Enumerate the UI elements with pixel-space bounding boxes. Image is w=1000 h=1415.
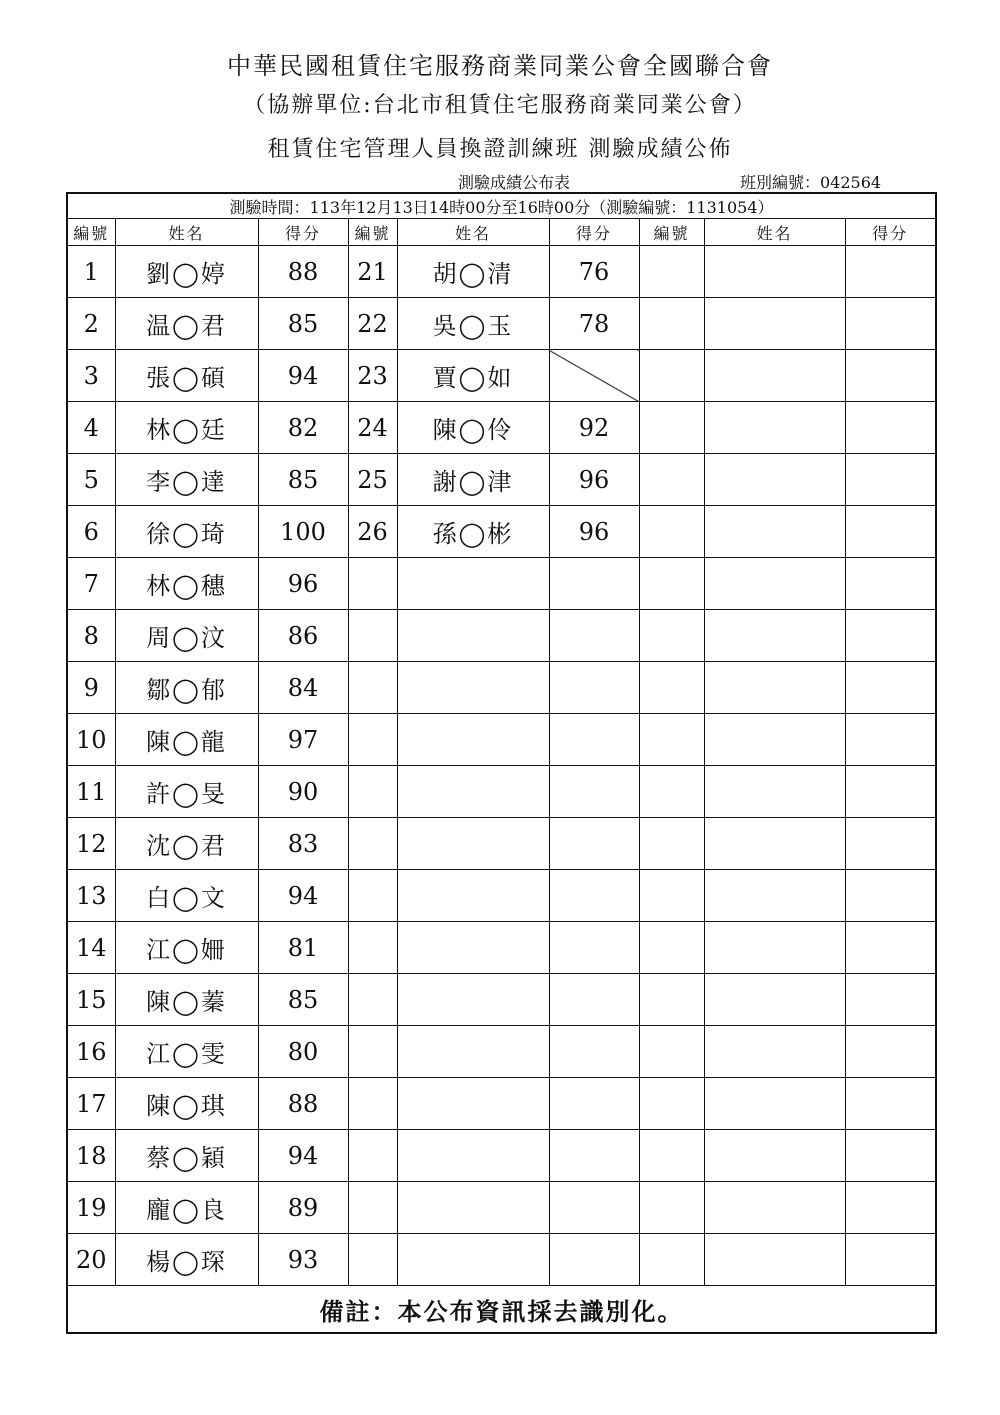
name-cell [704,714,845,766]
score-cell: 94 [258,1130,348,1182]
table-row [67,1026,936,1078]
score-cell [845,454,936,506]
name-cell: 賈◯如 [397,350,549,402]
number-cell: 2 [67,298,115,350]
score-cell [845,870,936,922]
name-cell [397,714,549,766]
score-cell: 83 [258,818,348,870]
number-cell: 21 [348,246,397,298]
score-cell [845,922,936,974]
number-cell [639,350,704,402]
number-cell: 18 [67,1130,115,1182]
table-row [67,506,936,558]
header-name: 姓名 [397,219,549,246]
score-cell: 88 [258,1078,348,1130]
number-cell [348,662,397,714]
number-cell [348,818,397,870]
score-cell [549,714,639,766]
number-cell [348,1234,397,1286]
header-score: 得分 [549,219,639,246]
score-cell [549,350,639,402]
score-cell [549,558,639,610]
number-cell [348,922,397,974]
number-cell [639,610,704,662]
name-cell [704,1078,845,1130]
number-cell: 19 [67,1182,115,1234]
number-cell [348,766,397,818]
name-cell [704,1234,845,1286]
name-cell: 鄒◯郁 [115,662,258,714]
table-row [67,870,936,922]
number-cell [348,870,397,922]
name-cell [704,246,845,298]
number-cell: 17 [67,1078,115,1130]
number-cell: 5 [67,454,115,506]
score-cell: 80 [258,1026,348,1078]
table-row [67,974,936,1026]
name-cell [704,402,845,454]
number-cell [639,1130,704,1182]
number-cell [639,870,704,922]
name-cell [704,870,845,922]
name-cell [397,870,549,922]
number-cell: 14 [67,922,115,974]
table-row [67,298,936,350]
name-cell: 蔡◯穎 [115,1130,258,1182]
header-name: 姓名 [704,219,845,246]
score-cell: 82 [258,402,348,454]
number-cell: 8 [67,610,115,662]
score-cell: 96 [549,454,639,506]
number-cell [639,1078,704,1130]
name-cell: 吳◯玉 [397,298,549,350]
name-cell [704,1182,845,1234]
table-row [67,1182,936,1234]
score-cell: 93 [258,1234,348,1286]
score-cell: 85 [258,298,348,350]
name-cell [397,1182,549,1234]
number-cell: 6 [67,506,115,558]
number-cell: 12 [67,818,115,870]
number-cell [348,1182,397,1234]
name-cell [704,506,845,558]
score-cell: 94 [258,870,348,922]
score-cell [845,350,936,402]
score-cell [549,766,639,818]
score-cell [845,402,936,454]
table-row [67,610,936,662]
header-number: 編號 [67,219,115,246]
table-row [67,922,936,974]
name-cell: 謝◯津 [397,454,549,506]
name-cell: 陳◯龍 [115,714,258,766]
score-cell: 96 [258,558,348,610]
class-number: 班別編號：042564 [740,173,882,192]
number-cell: 22 [348,298,397,350]
number-cell: 15 [67,974,115,1026]
number-cell [639,558,704,610]
score-cell [845,1078,936,1130]
name-cell [704,298,845,350]
number-cell [348,558,397,610]
name-cell: 陳◯蓁 [115,974,258,1026]
name-cell [704,974,845,1026]
number-cell [348,974,397,1026]
name-cell: 楊◯琛 [115,1234,258,1286]
number-cell [639,1182,704,1234]
name-cell [704,766,845,818]
number-cell: 11 [67,766,115,818]
score-cell [549,1026,639,1078]
score-cell [549,818,639,870]
name-cell: 白◯文 [115,870,258,922]
score-cell [845,818,936,870]
table-row [67,766,936,818]
score-cell [845,246,936,298]
table-row [67,818,936,870]
score-cell: 97 [258,714,348,766]
number-cell: 26 [348,506,397,558]
name-cell [704,558,845,610]
number-cell: 9 [67,662,115,714]
name-cell: 張◯碩 [115,350,258,402]
header-number: 編號 [639,219,704,246]
name-cell [397,1078,549,1130]
name-cell [397,1130,549,1182]
name-cell [704,662,845,714]
number-cell: 20 [67,1234,115,1286]
name-cell [397,766,549,818]
name-cell: 陳◯伶 [397,402,549,454]
number-cell [639,922,704,974]
name-cell: 陳◯琪 [115,1078,258,1130]
score-cell [845,506,936,558]
name-cell [704,818,845,870]
name-cell: 沈◯君 [115,818,258,870]
score-cell: 86 [258,610,348,662]
number-cell: 13 [67,870,115,922]
name-cell: 温◯君 [115,298,258,350]
number-cell: 23 [348,350,397,402]
name-cell [397,1026,549,1078]
name-cell [397,558,549,610]
number-cell: 4 [67,402,115,454]
table-row [67,246,936,298]
header-score: 得分 [845,219,936,246]
table-body [67,246,936,1286]
number-cell [639,402,704,454]
number-cell: 16 [67,1026,115,1078]
score-cell [845,1182,936,1234]
table-row [67,1078,936,1130]
number-cell [639,506,704,558]
name-cell: 李◯達 [115,454,258,506]
name-cell: 林◯廷 [115,402,258,454]
number-cell [639,246,704,298]
number-cell: 7 [67,558,115,610]
score-cell [845,298,936,350]
table-row [67,350,936,402]
score-cell [845,974,936,1026]
score-cell: 88 [258,246,348,298]
score-cell: 76 [549,246,639,298]
name-cell: 江◯姍 [115,922,258,974]
number-cell [639,766,704,818]
name-cell [704,454,845,506]
number-cell: 10 [67,714,115,766]
number-cell: 25 [348,454,397,506]
name-cell [397,610,549,662]
exam-time: 測驗時間：113年12月13日14時00分至16時00分（測驗編號：1131054） [67,193,936,219]
table-row [67,714,936,766]
score-cell [845,766,936,818]
table-row [67,402,936,454]
name-cell [397,922,549,974]
score-cell: 89 [258,1182,348,1234]
score-cell: 85 [258,974,348,1026]
name-cell: 許◯旻 [115,766,258,818]
name-cell [704,350,845,402]
document-title: 中華民國租賃住宅服務商業同業公會全國聯合會 [227,52,773,80]
name-cell: 孫◯彬 [397,506,549,558]
name-cell: 周◯汶 [115,610,258,662]
header-row [67,219,936,246]
header-score: 得分 [258,219,348,246]
score-cell: 96 [549,506,639,558]
score-cell [549,1234,639,1286]
name-cell [704,922,845,974]
score-cell [845,610,936,662]
score-cell [549,922,639,974]
score-table [66,192,937,1334]
name-cell: 林◯穗 [115,558,258,610]
number-cell [348,1026,397,1078]
table-row [67,1234,936,1286]
score-cell: 81 [258,922,348,974]
name-cell: 徐◯琦 [115,506,258,558]
name-cell [704,610,845,662]
remark: 備註：本公布資訊採去識別化。 [67,1286,936,1334]
table-row [67,454,936,506]
exam-time-row [67,193,936,219]
score-cell [549,974,639,1026]
score-cell [845,1130,936,1182]
number-cell: 24 [348,402,397,454]
score-cell [845,558,936,610]
number-cell [639,1234,704,1286]
score-cell [845,1026,936,1078]
name-cell [397,818,549,870]
name-cell [397,974,549,1026]
course-title: 租賃住宅管理人員換證訓練班 測驗成績公佈 [267,137,733,162]
name-cell [704,1130,845,1182]
score-cell [549,662,639,714]
score-cell: 78 [549,298,639,350]
score-cell [549,1078,639,1130]
score-cell [845,1234,936,1286]
header-name: 姓名 [115,219,258,246]
score-cell: 100 [258,506,348,558]
number-cell: 1 [67,246,115,298]
name-cell [397,1234,549,1286]
name-cell [704,1026,845,1078]
score-cell [549,610,639,662]
score-cell [845,714,936,766]
name-cell: 江◯雯 [115,1026,258,1078]
number-cell [348,714,397,766]
number-cell [348,1078,397,1130]
remark-row [67,1286,936,1334]
name-cell: 劉◯婷 [115,246,258,298]
number-cell [639,454,704,506]
number-cell [639,662,704,714]
number-cell [639,1026,704,1078]
co-organizer-line: （協辦單位:台北市租賃住宅服務商業同業公會） [243,93,757,118]
name-cell: 胡◯清 [397,246,549,298]
name-cell: 龐◯良 [115,1182,258,1234]
number-cell [639,974,704,1026]
table-row [67,662,936,714]
score-cell [549,1182,639,1234]
number-cell [639,818,704,870]
header-number: 編號 [348,219,397,246]
score-cell [549,870,639,922]
number-cell [348,1130,397,1182]
number-cell [348,610,397,662]
form-name: 測驗成績公布表 [458,173,571,192]
score-cell: 94 [258,350,348,402]
score-cell: 90 [258,766,348,818]
score-cell: 92 [549,402,639,454]
name-cell [397,662,549,714]
table-row [67,558,936,610]
number-cell [639,298,704,350]
number-cell [639,714,704,766]
table-row [67,1130,936,1182]
score-cell: 85 [258,454,348,506]
score-cell [845,662,936,714]
number-cell: 3 [67,350,115,402]
score-cell [549,1130,639,1182]
score-cell: 84 [258,662,348,714]
